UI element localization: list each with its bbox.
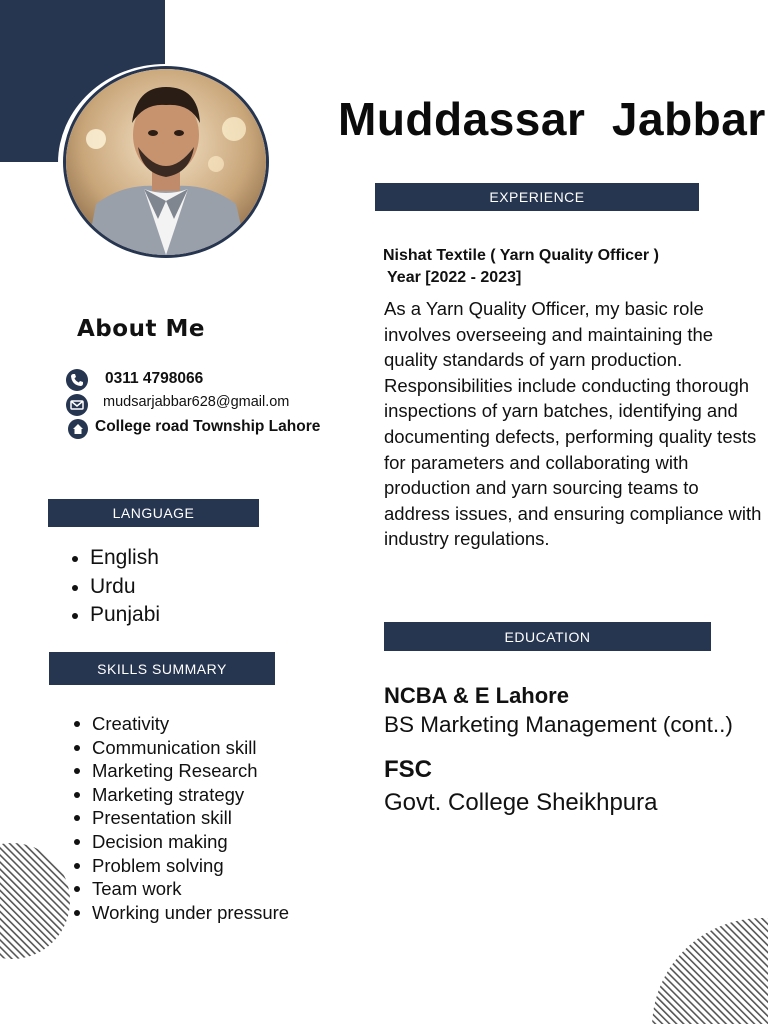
- list-item: Creativity: [70, 712, 310, 736]
- experience-year: Year [2022 - 2023]: [387, 269, 522, 286]
- home-icon: [68, 419, 88, 439]
- language-list: [68, 544, 160, 630]
- phone-icon: [66, 369, 88, 391]
- skills-heading: SKILLS SUMMARY: [49, 652, 275, 685]
- mail-icon: [66, 394, 88, 416]
- phone-number: 0311 4798066: [105, 370, 204, 387]
- list-item: Urdu: [68, 573, 160, 602]
- education-school: FSC: [384, 756, 432, 783]
- list-item: Marketing strategy: [70, 783, 310, 807]
- email-address: mudsarjabbar628@gmail.om: [103, 394, 290, 410]
- list-item: Communication skill: [70, 736, 310, 760]
- address: College road Township Lahore: [95, 418, 321, 435]
- profile-photo: [63, 66, 269, 258]
- education-degree: Govt. College Sheikhpura: [384, 789, 658, 816]
- education-heading: EDUCATION: [384, 622, 711, 651]
- candidate-name: Muddassar Jabbar: [338, 93, 766, 145]
- hatch-decoration-right: [612, 918, 768, 1024]
- hatch-decoration-left: [0, 842, 72, 960]
- about-heading: About Me: [77, 316, 205, 342]
- experience-description: As a Yarn Quality Officer, my basic role involves overseeing and maintaining the quality standards of yarn production. Responsibilities include conducting thorough inspections of yarn batches, identifying and documenting defects, performing quality tests for parameters and collaborating with production and yarn sourcing teams to address issues, and ensuring compliance with industry regulations.: [384, 298, 762, 550]
- education-degree: BS Marketing Management (cont..): [384, 712, 733, 737]
- list-item: Marketing Research: [70, 759, 310, 783]
- education-school: NCBA & E Lahore: [384, 683, 569, 708]
- language-heading: LANGUAGE: [48, 499, 259, 527]
- list-item: Presentation skill: [70, 806, 310, 830]
- list-item: Decision making: [70, 830, 310, 854]
- skills-list: [70, 712, 310, 924]
- experience-job-title: Nishat Textile ( Yarn Quality Officer ): [383, 247, 659, 264]
- list-item: Team work: [70, 877, 310, 901]
- list-item: English: [68, 544, 160, 573]
- list-item: Working under pressure: [70, 901, 310, 925]
- list-item: Problem solving: [70, 854, 310, 878]
- experience-heading: EXPERIENCE: [375, 183, 699, 211]
- list-item: Punjabi: [68, 601, 160, 630]
